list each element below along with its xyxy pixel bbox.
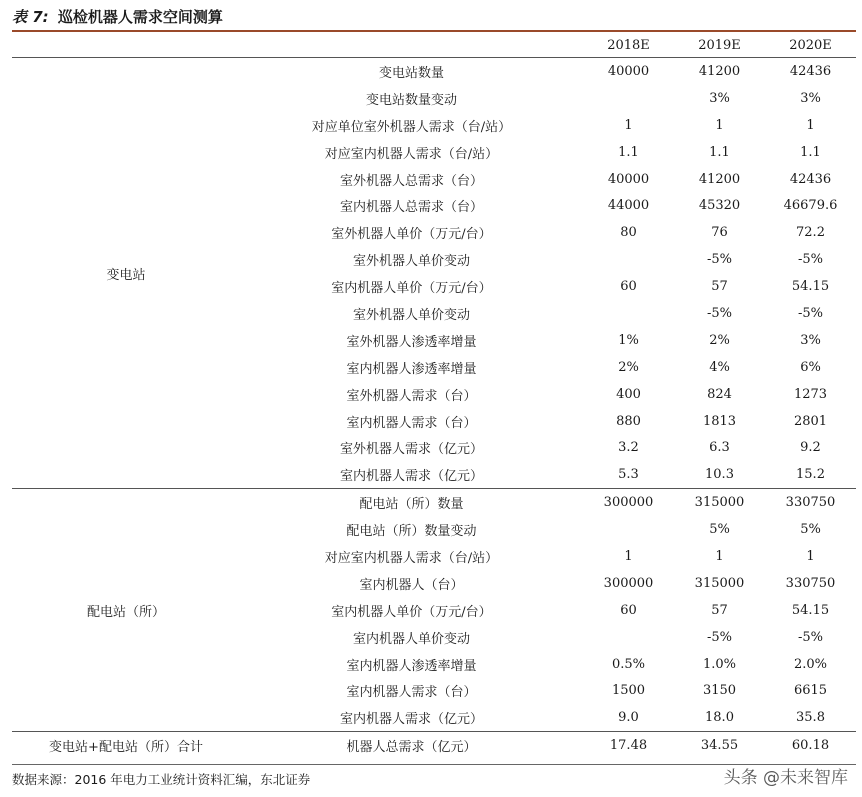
- value-cell: 10.3: [705, 467, 734, 483]
- header-2018e: 2018E: [607, 37, 650, 53]
- value-cell: 1: [624, 117, 633, 133]
- value-cell: 3%: [800, 90, 821, 106]
- value-cell: 3.2: [618, 440, 639, 456]
- item-cell: 对应室内机器人需求（台/站）: [324, 146, 499, 162]
- robot-demand-table: [12, 33, 856, 759]
- value-cell: 72.2: [796, 225, 825, 241]
- value-cell: 0.5%: [611, 656, 646, 672]
- value-cell: 60: [620, 602, 637, 618]
- value-cell: 1: [806, 117, 815, 133]
- value-cell: 2%: [618, 359, 639, 375]
- item-cell: 室外机器人单价变动: [352, 254, 470, 270]
- value-cell: 315000: [674, 489, 765, 516]
- value-cell: 60: [620, 279, 637, 295]
- value-cell: 1.0%: [702, 656, 737, 672]
- value-cell: 54.15: [791, 602, 830, 618]
- value-cell: 315000: [694, 575, 745, 591]
- value-cell: 1.1: [618, 144, 639, 160]
- value-cell: 5%: [709, 522, 730, 538]
- item-cell: 室内机器人需求（亿元）: [339, 712, 483, 728]
- value-cell: 1: [715, 548, 724, 564]
- item-cell: 变电站数量: [240, 58, 583, 85]
- value-cell: 80: [620, 225, 637, 241]
- header-2020e: 2020E: [789, 37, 832, 53]
- item-cell: 室外机器人需求（台）: [346, 388, 477, 404]
- value-cell: 57: [711, 279, 728, 295]
- category-cell: 变电站: [12, 58, 240, 489]
- value-cell: 2.0%: [793, 656, 828, 672]
- table-row: [12, 489, 856, 516]
- value-cell: 41200: [698, 171, 741, 187]
- item-cell: 室内机器人总需求（台）: [339, 200, 483, 216]
- item-cell: 室内机器人需求（台）: [346, 685, 477, 701]
- value-cell: 2%: [709, 332, 730, 348]
- value-cell: 57: [711, 602, 728, 618]
- value-cell: [583, 246, 674, 273]
- value-cell: 5.3: [618, 467, 639, 483]
- value-cell: -5%: [797, 305, 824, 321]
- value-cell: 6%: [800, 359, 821, 375]
- item-cell: 室内机器人需求（台）: [346, 415, 477, 431]
- value-cell: 17.48: [583, 732, 674, 759]
- value-cell: 1273: [793, 386, 828, 402]
- value-cell: 42436: [789, 171, 832, 187]
- item-cell: 机器人总需求（亿元）: [240, 732, 583, 759]
- header-blank-item: [240, 33, 583, 58]
- header-blank-category: [12, 33, 240, 58]
- value-cell: [583, 624, 674, 651]
- watermark-text: 头条 @未来智库: [723, 768, 848, 788]
- value-cell: [583, 516, 674, 543]
- value-cell: 45320: [698, 198, 741, 214]
- value-cell: 824: [707, 386, 732, 402]
- table-number: 表 7:: [12, 8, 49, 26]
- value-cell: [583, 85, 674, 112]
- data-source-note: 数据来源：2016 年电力工业统计资料汇编，东北证券: [12, 772, 311, 787]
- value-cell: 34.55: [674, 732, 765, 759]
- item-cell: 配电站（所）数量: [240, 489, 583, 516]
- table-title: [12, 6, 223, 27]
- item-cell: 室内机器人单价变动: [352, 631, 470, 647]
- value-cell: -5%: [706, 252, 733, 268]
- item-cell: 对应单位室外机器人需求（台/站）: [311, 119, 512, 135]
- value-cell: 35.8: [796, 710, 825, 726]
- value-cell: -5%: [706, 629, 733, 645]
- value-cell: [583, 300, 674, 327]
- category-cell: 变电站+配电站（所）合计: [12, 732, 240, 759]
- value-cell: 15.2: [796, 467, 825, 483]
- value-cell: 76: [711, 225, 728, 241]
- item-cell: 室内机器人渗透率增量: [346, 361, 477, 377]
- value-cell: -5%: [797, 629, 824, 645]
- item-cell: 室外机器人单价变动: [352, 307, 470, 323]
- value-cell: 1.1: [800, 144, 821, 160]
- value-cell: 3%: [800, 332, 821, 348]
- value-cell: 6.3: [709, 440, 730, 456]
- value-cell: 300000: [603, 575, 654, 591]
- value-cell: 400: [616, 386, 641, 402]
- top-rule: [12, 30, 856, 32]
- value-cell: 9.0: [618, 710, 639, 726]
- value-cell: 1%: [618, 332, 639, 348]
- value-cell: 44000: [607, 198, 650, 214]
- value-cell: 1: [715, 117, 724, 133]
- item-cell: 室外机器人单价（万元/台）: [331, 227, 492, 243]
- value-cell: 6615: [793, 683, 828, 699]
- item-cell: 室内机器人（台）: [359, 577, 464, 593]
- value-cell: 5%: [800, 522, 821, 538]
- value-cell: 330750: [765, 489, 856, 516]
- item-cell: 配电站（所）数量变动: [346, 524, 477, 540]
- item-cell: 室内机器人需求（亿元）: [339, 469, 483, 485]
- value-cell: -5%: [706, 305, 733, 321]
- table-row: [12, 58, 856, 85]
- value-cell: 1500: [611, 683, 646, 699]
- value-cell: 42436: [765, 58, 856, 85]
- table-title-text: 巡检机器人需求空间测算: [57, 8, 223, 26]
- item-cell: 室外机器人总需求（台）: [339, 173, 483, 189]
- value-cell: 60.18: [765, 732, 856, 759]
- value-cell: 330750: [785, 575, 836, 591]
- value-cell: 880: [616, 413, 641, 429]
- category-cell: 配电站（所）: [12, 489, 240, 732]
- value-cell: 2801: [793, 413, 828, 429]
- value-cell: 41200: [674, 58, 765, 85]
- value-cell: 3%: [709, 90, 730, 106]
- value-cell: -5%: [797, 252, 824, 268]
- value-cell: 40000: [607, 171, 650, 187]
- value-cell: 300000: [583, 489, 674, 516]
- value-cell: 1: [806, 548, 815, 564]
- item-cell: 室外机器人渗透率增量: [346, 334, 477, 350]
- item-cell: 室内机器人渗透率增量: [346, 658, 477, 674]
- header-2019e: 2019E: [698, 37, 741, 53]
- value-cell: 54.15: [791, 279, 830, 295]
- item-cell: 室外机器人需求（亿元）: [339, 442, 483, 458]
- value-cell: 1.1: [709, 144, 730, 160]
- header-row: [12, 33, 856, 58]
- item-cell: 室内机器人单价（万元/台）: [331, 604, 492, 620]
- value-cell: 3150: [702, 683, 737, 699]
- value-cell: 46679.6: [783, 198, 838, 214]
- value-cell: 1: [624, 548, 633, 564]
- value-cell: 4%: [709, 359, 730, 375]
- item-cell: 对应室内机器人需求（台/站）: [324, 550, 499, 566]
- value-cell: 18.0: [705, 710, 734, 726]
- table-row: [12, 732, 856, 759]
- value-cell: 40000: [583, 58, 674, 85]
- table-body: [12, 58, 856, 760]
- item-cell: 变电站数量变动: [365, 92, 457, 108]
- item-cell: 室内机器人单价（万元/台）: [331, 281, 492, 297]
- value-cell: 1813: [702, 413, 737, 429]
- value-cell: 9.2: [800, 440, 821, 456]
